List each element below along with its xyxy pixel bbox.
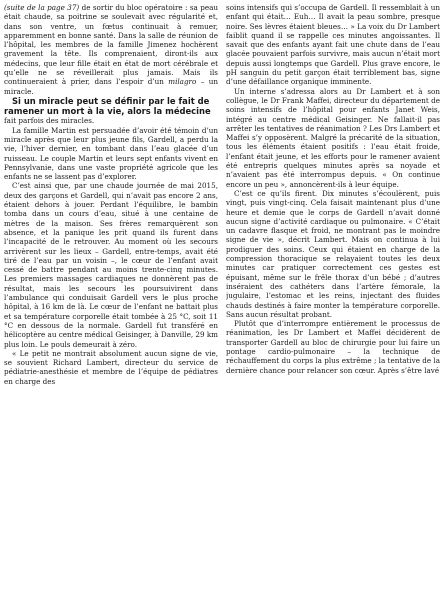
article-paragraph: La famille Martin est persuadée d’avoir été témoin d’un miracle après que leur plus jeune fils, Gardell, a perdu la vie, l’hiver dernier, en tombant dans l’eau glacée d’un ruisseau. Le couple Martin et leurs sept enfants vivent en Pennsylvanie, dans une vaste propriété agricole que les enfants ne se lassent pas d’explorer. xyxy=(4,125,218,182)
continuation-note: (suite de la page 37) xyxy=(4,3,80,12)
article-paragraph: soins intensifs qui s’occupa de Gardell. Il ressemblait à un enfant qui était… Euh… Il avait la peau sombre, presque noire. Ses lèvres étaient bleues… » La voix du Dr Lambert faiblit quand il se rappelle ces minutes angoissantes. Il savait que des enfants ayant fait une chute dans de l’eau glacée pouvaient parfois survivre, mais aucun n’était mort depuis aussi longtemps que Gardell. Plus grave encore, le pH sanguin du petit garçon était terriblement bas, signe d’une défaillance organique imminente. xyxy=(226,3,440,87)
article-column-right xyxy=(226,3,440,600)
article-paragraph: « Le petit ne montrait absolument aucun signe de vie, se souvient Richard Lambert, directeur du service de pédiatrie-anesthésie et membre de l’équipe de pédiatres en charge des xyxy=(4,348,218,386)
article-paragraph xyxy=(4,3,218,96)
italic-word: milagro xyxy=(168,77,197,87)
article-paragraph: C’est ainsi que, par une chaude journée de mai 2015, deux des garçons et Gardell, qui n’avait pas encore 2 ans, étaient dehors à jouer. Perdant l’équilibre, le bambin tomba dans un cours d’eau, situé à une centaine de mètres de la maison. Ses frères remarquèrent son absence, et la panique les prit quand ils furent dans l’incapacité de le retrouver. Au moment où les secours arrivèrent sur les lieux – Gardell, entre-temps, avait été tiré de l’eau par un voisin –, le cœur de l’enfant avait cessé de battre pendant au moins trente-cinq minutes. Les premiers massages cardiaques ne donnèrent pas de résultat, mais les secours les poursuivirent dans l’ambulance qui conduisait Gardell vers le plus proche hôpital, à 16 km de là. Le cœur de l’enfant ne battait plus et sa température corporelle était tombée à 25 °C, soit 11 °C en dessous de la normale. Gardell fut transféré en hélicoptère au centre médical Geisinger, à Danville, 29 km plus loin. Le pouls demeurait à zéro. xyxy=(4,181,218,349)
article-paragraph: C’est ce qu’ils firent. Dix minutes s’écoulèrent, puis vingt, puis vingt-cinq. Cela faisait maintenant plus d’une heure et demie que le corps de Gardell n’avait donné aucun signe d’activité cardiaque ou pulmonaire. « C’était un cadavre flasque et froid, ne montrant pas le moindre signe de vie », décrit Lambert. Mais on continua à lui prodiguer des soins. Ceux qui étaient en charge de la compression thoracique se relayaient toutes les deux minutes car pratiquer correctement ces gestes est épuisant, même sur le frêle thorax d’un bébé ; d’autres inséraient des cathéters dans l’artère fémorale, la jugulaire, l’estomac et les reins, injectant des fluides chauds destinés à faire monter la température corporelle. Sans aucun résultat probant. xyxy=(226,188,440,319)
article-paragraph: Un interne s’adressa alors au Dr Lambert et à son collègue, le Dr Frank Maffei, directeur du département de soins intensifs de l’hôpital pour enfants Janet Weis, intégré au centre médical Geisinger. Ne fallait-il pas arrêter les tentatives de réanimation ? Les Drs Lambert et Maffei s’y opposèrent. Malgré la précarité de la situation, tous les éléments étaient positifs : l’eau était froide, l’enfant était jeune, et les efforts pour le ramener avaient été entrepris quelques minutes après sa noyade et n’avaient pas été interrompus depuis. « On continue encore un peu », annoncèrent-ils à leur équipe. xyxy=(226,86,440,189)
paragraph-text: – un miracle. xyxy=(4,77,218,96)
section-lead-tail: fait parfois des miracles. xyxy=(4,116,95,126)
paragraph-text: de sortir du bloc opératoire : sa peau était chaude, sa poitrine se soulevait avec régularité et, dans son ventre, un fœtus continuait à remuer, apparemment en bonne santé. Dans la salle de réunion de l’hôpital, les membres de la famille Jimenez hochèrent gravement la tête. Ils comprenaient, diront-ils aux médecins, que leur fille était en état de mort cérébrale et qu’elle ne se réveillerait plus jamais. Mais ils continueraient à prier, dans l’espoir d’un xyxy=(4,3,218,87)
article-paragraph: Plutôt que d’interrompre entièrement le processus de réanimation, les Dr Lambert et Maffei décidèrent de transporter Gardell au bloc de chirurgie pour lui faire un pontage cardio-pulmonaire – la technique de réchauffement du corps la plus extrême ; la tentative de la dernière chance pour relancer son cœur. Après s’être lavé xyxy=(226,319,440,375)
article-column-left xyxy=(4,3,218,600)
section-lead: Si un miracle peut se définir par le fait de ramener un mort à la vie, alors la médecine xyxy=(4,95,211,117)
